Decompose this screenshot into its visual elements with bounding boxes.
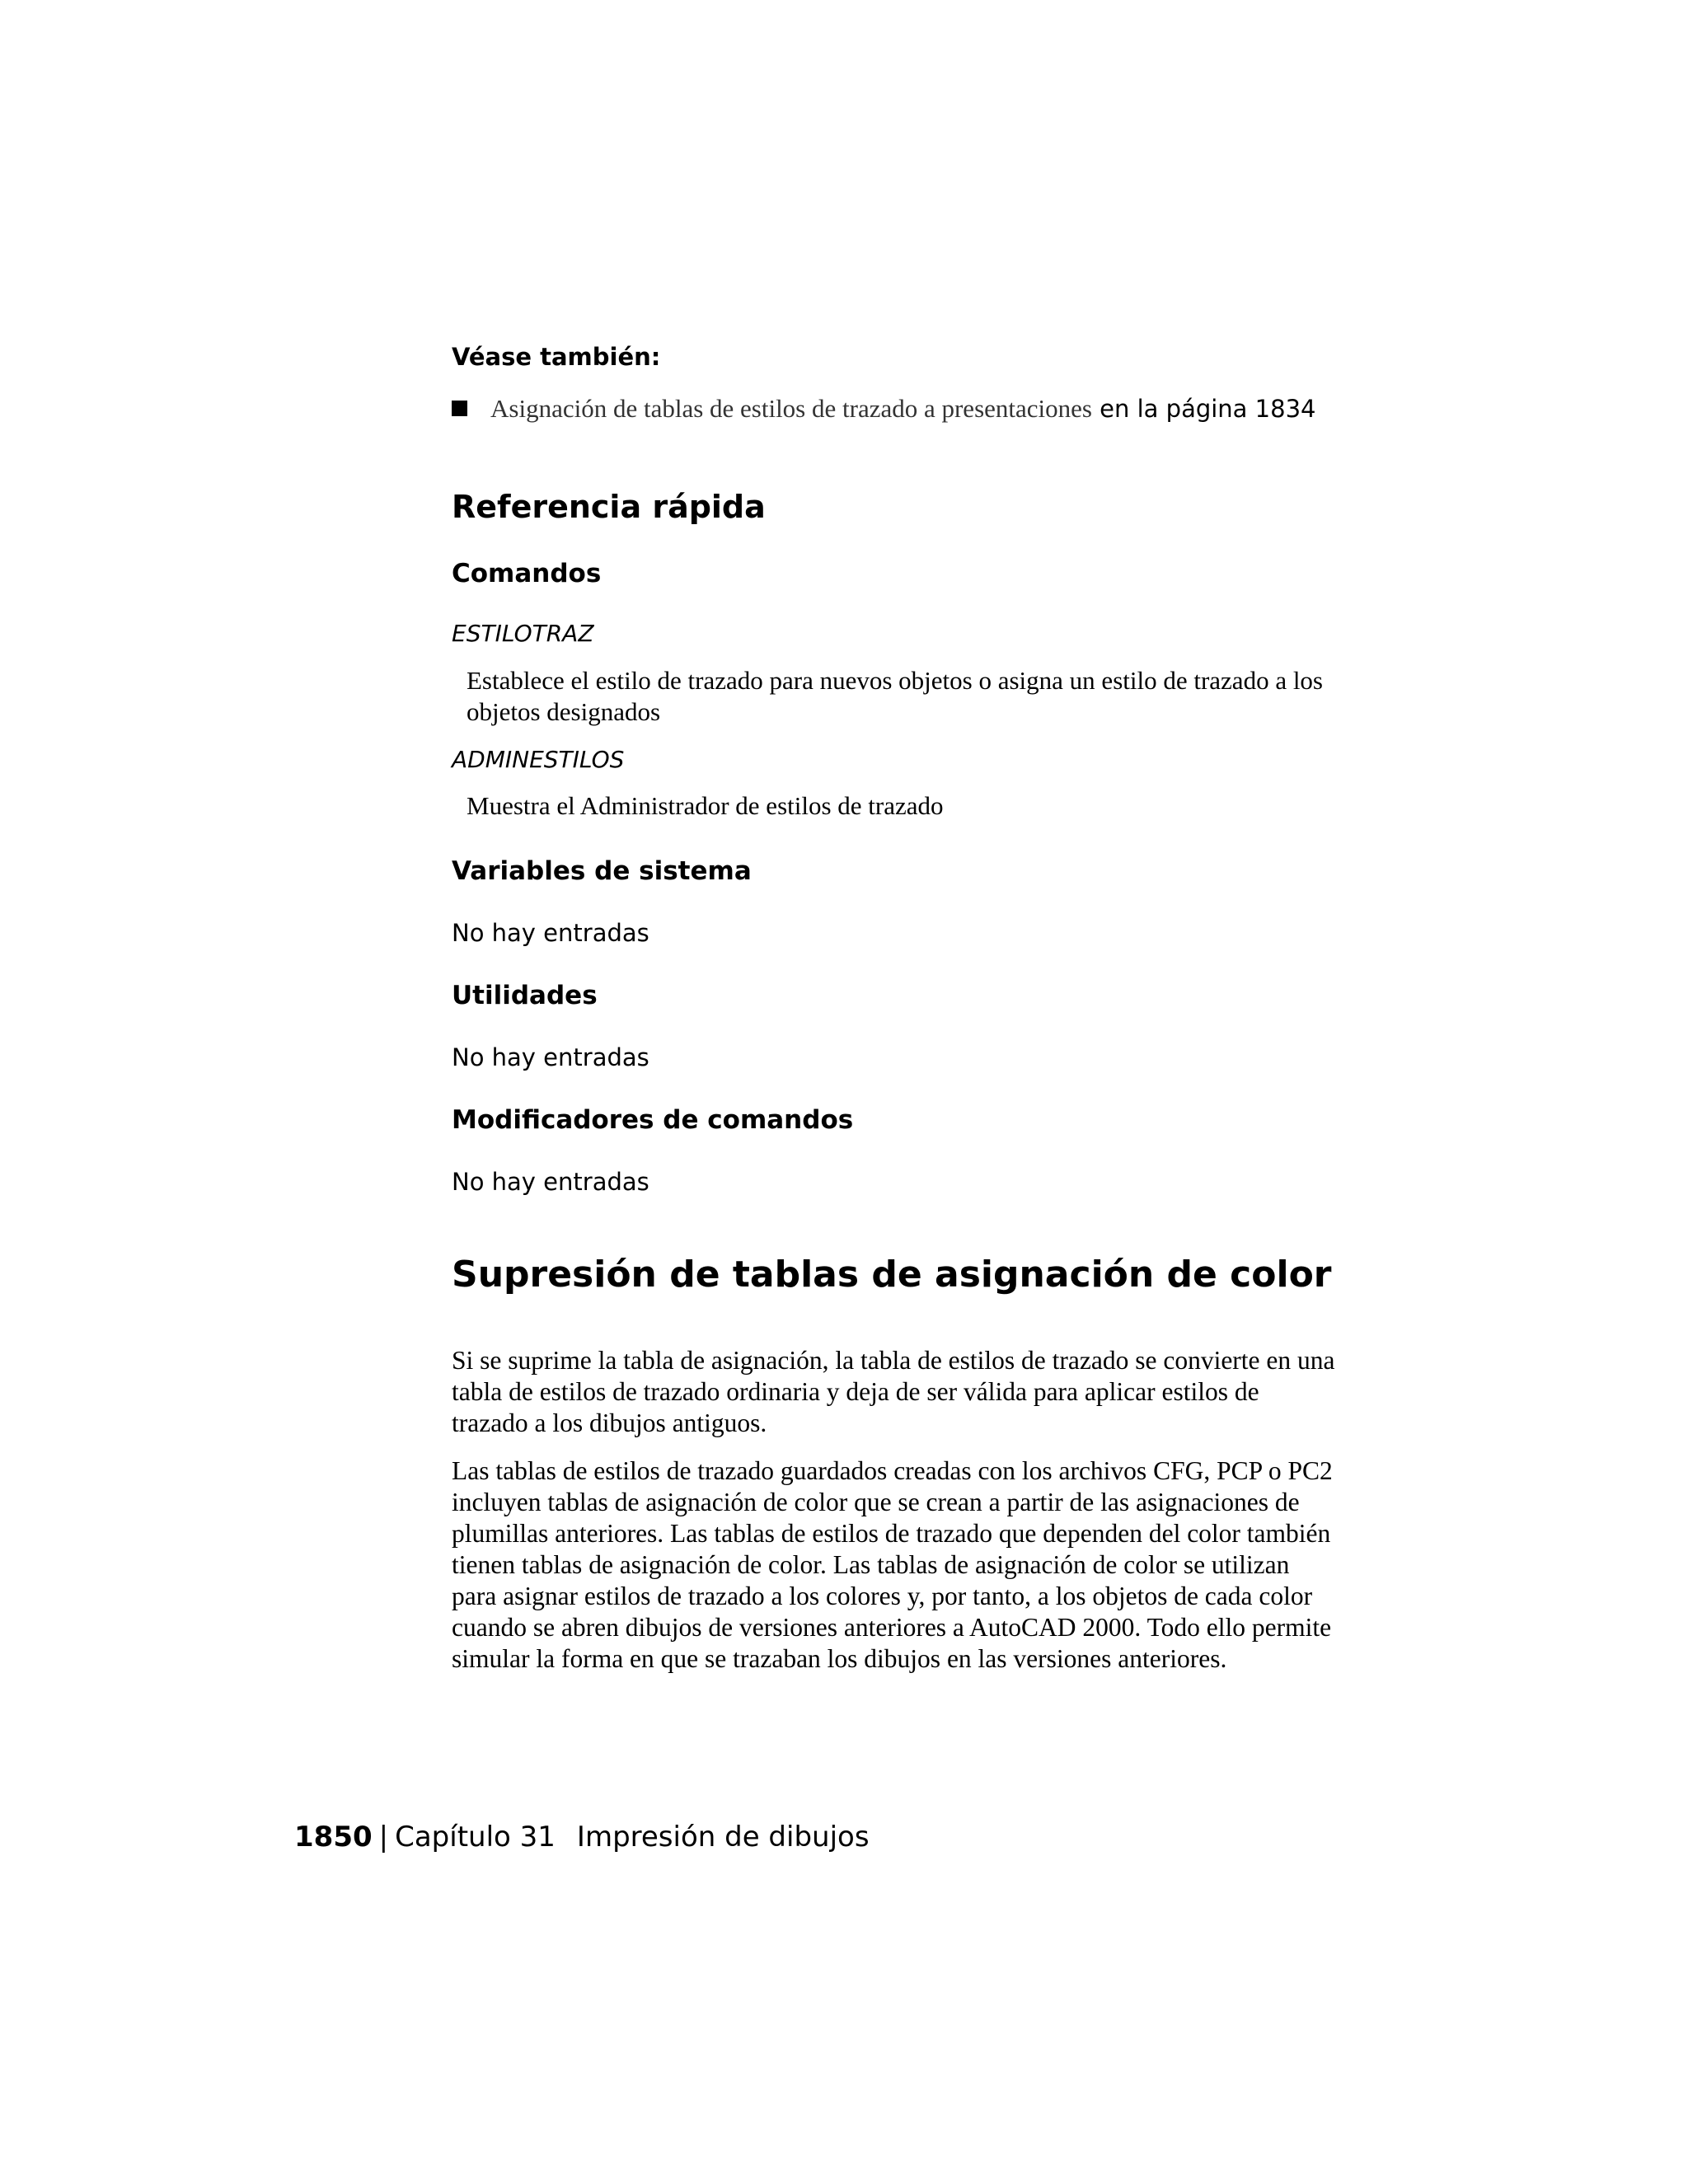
- square-bullet-icon: [452, 401, 467, 416]
- section-paragraph: Si se suprime la tabla de asignación, la tabla de estilos de trazado se convierte en una tabla de estilos de trazado ordinaria y deja de ser válida para aplicar estilos de trazado a los dibujos antiguos.: [452, 1346, 1335, 1437]
- section-paragraph: Las tablas de estilos de trazado guardados creadas con los archivos CFG, PCP o PC2 incluyen tablas de asignación de color que se crean a partir de las asignaciones de plumillas anteriores. Las tablas de estilos de trazado que dependen del color también tienen tablas de asignación de color. Las tablas de asignación de color se utilizan para asignar estilos de trazado a los colores y, por tanto, a los objetos de cada color cuando se abren dibujos de versiones anteriores a AutoCAD 2000. Todo ello permite simular la forma en que se trazaban los dibujos en las versiones anteriores.: [452, 1456, 1333, 1673]
- system-variables-heading: Variables de sistema: [452, 856, 752, 886]
- utilities-heading: Utilidades: [452, 981, 598, 1010]
- command-description: Establece el estilo de trazado para nuevos objetos o asigna un estilo de trazado a los objetos designados: [467, 666, 1323, 726]
- footer-chapter: Capítulo 31: [395, 1821, 556, 1854]
- page-number: 1850: [294, 1821, 373, 1854]
- command-description: Muestra el Administrador de estilos de trazado: [467, 791, 944, 820]
- footer-separator: |: [378, 1821, 389, 1854]
- system-variables-text: No hay entradas: [452, 919, 649, 947]
- see-also-item[interactable]: [452, 391, 1315, 426]
- see-also-link[interactable]: Asignación de tablas de estilos de trazado a presentaciones: [490, 394, 1092, 423]
- page-footer: [294, 1818, 870, 1856]
- see-also-heading: Véase también:: [452, 343, 661, 371]
- command-modifiers-heading: Modificadores de comandos: [452, 1105, 854, 1135]
- quick-reference-title: Referencia rápida: [452, 489, 766, 525]
- command-name: ESTILOTRAZ: [452, 620, 594, 647]
- command-modifiers-text: No hay entradas: [452, 1168, 649, 1196]
- see-also-page-ref: en la página 1834: [1091, 395, 1316, 423]
- command-name: ADMINESTILOS: [452, 746, 625, 773]
- footer-chapter-title: Impresión de dibujos: [576, 1821, 870, 1854]
- commands-heading: Comandos: [452, 559, 602, 588]
- section-title: Supresión de tablas de asignación de color: [452, 1254, 1332, 1296]
- utilities-text: No hay entradas: [452, 1043, 649, 1071]
